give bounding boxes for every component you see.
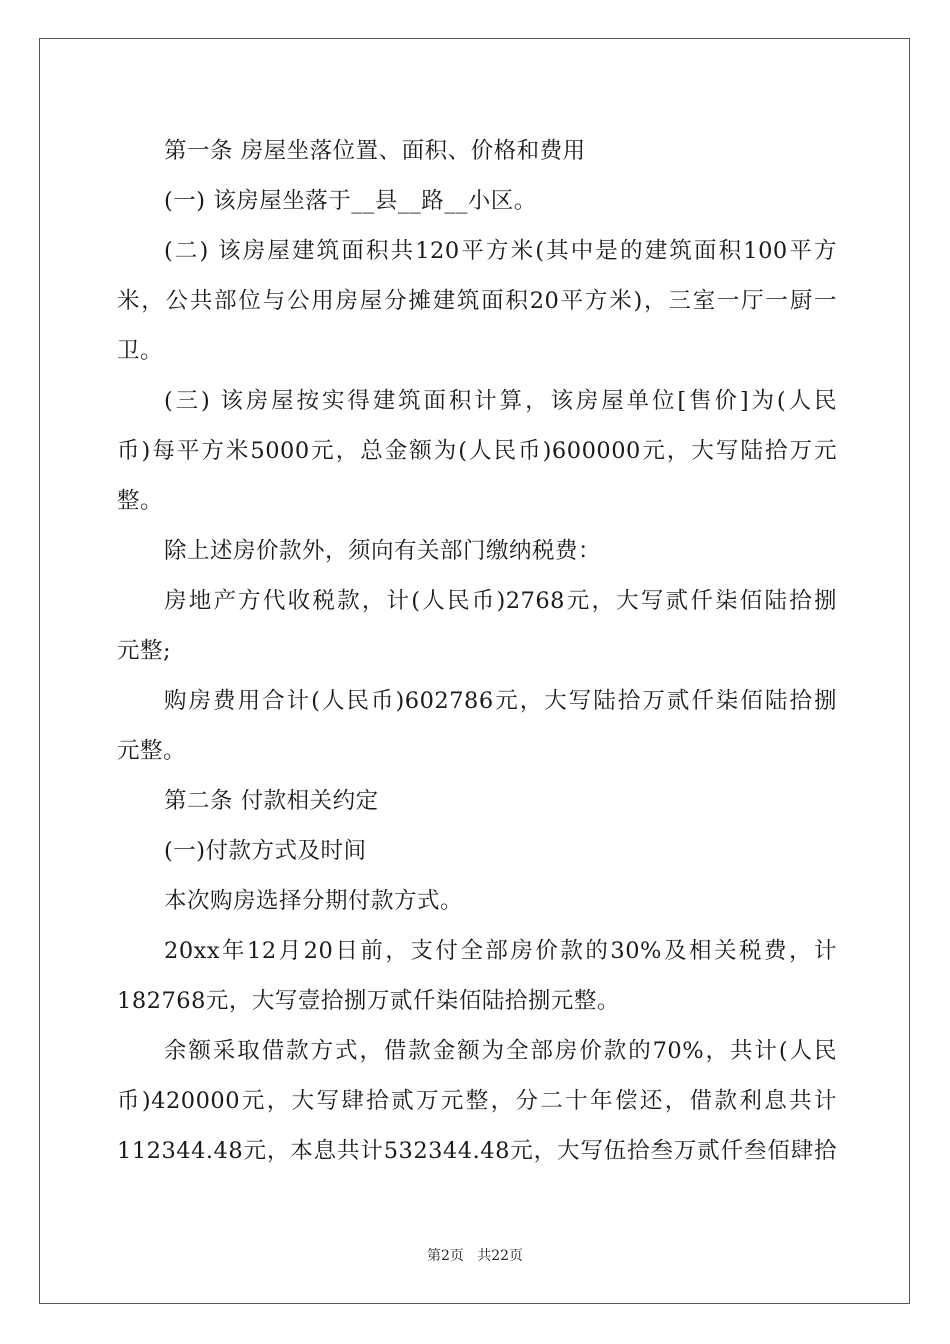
paragraph-line: 币)每平方米5000元，总金额为(人民币)600000元，大写陆拾万元 (117, 438, 837, 464)
paragraph-line: 购房费用合计(人民币)602786元，大写陆拾万贰仟柒佰陆拾捌 (164, 688, 837, 714)
paragraph-line: (二) 该房屋建筑面积共120平方米(其中是的建筑面积100平方 (164, 238, 837, 264)
paragraph-line: 米，公共部位与公用房屋分摊建筑面积20平方米)，三室一厅一厨一 (117, 288, 837, 314)
article-2-heading: 第二条 付款相关约定 (164, 788, 379, 814)
paragraph-line: 除上述房价款外，须向有关部门缴纳税费： (164, 538, 602, 564)
paragraph-line: 元整; (117, 638, 172, 664)
paragraph-line: 本次购房选择分期付款方式。 (164, 888, 464, 914)
paragraph-line: 余额采取借款方式，借款金额为全部房价款的70%，共计(人民 (164, 1038, 837, 1064)
paragraph-line: 币)420000元，大写肆拾贰万元整，分二十年偿还，借款利息共计 (117, 1088, 837, 1114)
paragraph-line: 元整。 (117, 738, 187, 764)
paragraph-line: 房地产方代收税款，计(人民币)2768元，大写贰仟柒佰陆拾捌 (164, 588, 837, 614)
paragraph-line: (一) 该房屋坐落于__县__路__小区。 (164, 188, 537, 214)
article-1-heading: 第一条 房屋坐落位置、面积、价格和费用 (164, 138, 586, 164)
page-number-footer: 第2页 共22页 (426, 1248, 524, 1264)
paragraph-line: 卫。 (117, 338, 164, 364)
paragraph-line: 整。 (117, 488, 164, 514)
paragraph-line: 20xx年12月20日前，支付全部房价款的30%及相关税费，计 (164, 938, 837, 964)
paragraph-line: (三) 该房屋按实得建筑面积计算，该房屋单位[售价]为(人民 (164, 388, 837, 414)
paragraph-line: 182768元，大写壹拾捌万贰仟柒佰陆拾捌元整。 (117, 988, 620, 1014)
paragraph-line: (一)付款方式及时间 (164, 838, 367, 864)
paragraph-line: 112344.48元，本息共计532344.48元，大写伍拾叁万贰仟叁佰肆拾 (117, 1138, 837, 1164)
